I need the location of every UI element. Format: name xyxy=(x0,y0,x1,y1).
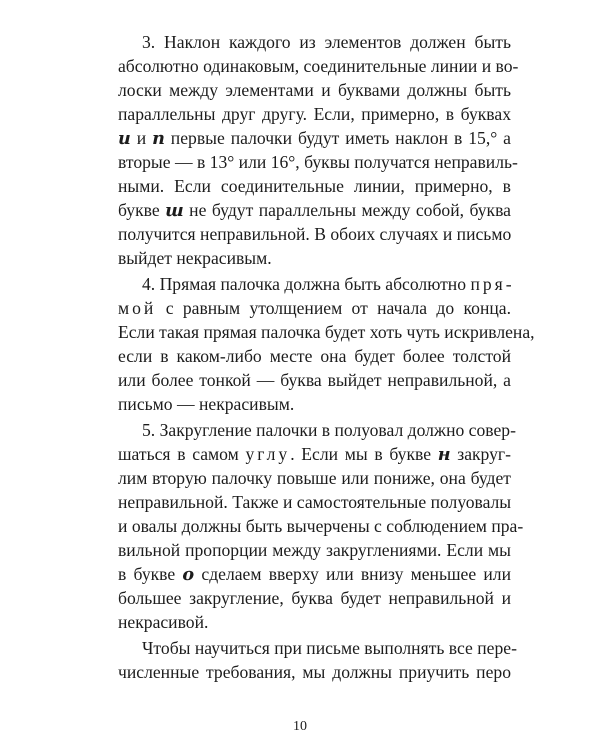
script-letter-n: н xyxy=(437,444,451,465)
paragraph-5-line xyxy=(118,442,511,466)
paragraph-3-line: выйдет некрасивым. xyxy=(118,248,272,268)
paragraph-3-line: 3. Наклон каждого из элементов должен быть xyxy=(142,32,511,52)
paragraph-3-line: получится неправильной. В обоих случаях и письмо xyxy=(118,224,512,244)
inline-text: не будут параллельны между собой, буква xyxy=(183,200,511,220)
emphasized-text: пря- xyxy=(470,274,515,294)
paragraph-4-line: или более тонкой — буква выйдет неправильной, а xyxy=(118,370,511,390)
inline-text: в букве xyxy=(118,564,183,584)
paragraph-3-line xyxy=(118,126,511,150)
page-number: 10 xyxy=(293,719,307,734)
inline-text: букве xyxy=(118,200,166,220)
paragraph-3-line: абсолютно одинаковым, соединительные линии и во- xyxy=(118,56,519,76)
inline-text: 4. Прямая палочка должна быть абсолютно xyxy=(142,274,471,294)
script-letter-i: и xyxy=(118,128,131,149)
paragraph-5-line: 5. Закругление палочки в полуовал должно совер- xyxy=(142,420,516,440)
paragraph-6-line: Чтобы научиться при письме выполнять все пере- xyxy=(142,638,517,658)
emphasized-text: углу xyxy=(245,444,291,464)
paragraph-4-line xyxy=(118,296,511,320)
paragraph-3-line: вторые — в 13° или 16°, буквы получатся неправиль- xyxy=(118,152,518,172)
inline-text: шаться в самом xyxy=(118,444,246,464)
paragraph-4-line: если в каком-либо месте она будет более толстой xyxy=(118,346,511,366)
emphasized-text: мой xyxy=(118,298,157,318)
paragraph-5-line: и овалы должны быть вычерчены с соблюдением пра- xyxy=(118,516,524,536)
paragraph-3-line: ными. Если соединительные линии, примерно, в xyxy=(118,176,511,196)
script-letter-sh: ш xyxy=(165,200,184,221)
paragraph-4-line xyxy=(142,272,515,296)
inline-text: и xyxy=(130,128,153,148)
paragraph-5-line: большее закругление, буква будет неправильной и xyxy=(118,588,511,608)
inline-text: сделаем вверху или внизу меньшее или xyxy=(194,564,511,584)
script-letter-o: о xyxy=(182,564,195,585)
paragraph-6-line: некрасивой. xyxy=(118,612,209,632)
paragraph-5-line: вильной пропорции между закруглениями. Если мы xyxy=(118,540,511,560)
inline-text: закруг- xyxy=(450,444,511,464)
inline-text: с равным утолщением от начала до конца. xyxy=(156,298,511,318)
paragraph-3-line: лоски между элементами и буквами должны быть xyxy=(118,80,511,100)
inline-text: . Если мы в букве xyxy=(290,444,438,464)
paragraph-6-line: численные требования, мы должны приучить перо xyxy=(118,662,511,682)
paragraph-5-line: лим вторую палочку повыше или пониже, она будет xyxy=(118,468,511,488)
paragraph-3-line: параллельны друг другу. Если, примерно, в буквах xyxy=(118,104,511,124)
paragraph-4-line: Если такая прямая палочка будет хоть чуть искривлена, xyxy=(118,322,535,342)
paragraph-5-line xyxy=(118,562,511,586)
paragraph-3-line xyxy=(118,198,511,222)
inline-text: первые палочки будут иметь наклон в 15,° а xyxy=(164,128,511,148)
paragraph-4-line: письмо — некрасивым. xyxy=(118,394,295,414)
script-letter-p: п xyxy=(152,128,165,149)
paragraph-5-line: неправильной. Также и самостоятельные полуовалы xyxy=(118,492,512,512)
